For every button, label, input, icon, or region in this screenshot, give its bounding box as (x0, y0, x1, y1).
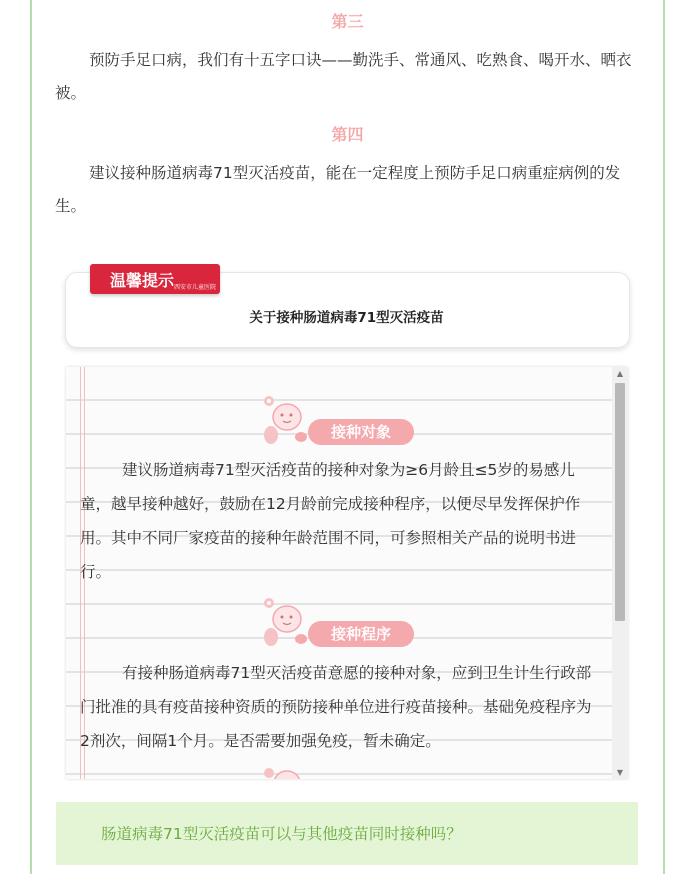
tip-badge-label: 温馨提示 (110, 271, 175, 290)
faq-question-text: 肠道病毒71型灭活疫苗可以与其他疫苗同时接种吗？ (101, 825, 462, 843)
section3-heading: 第三 (331, 12, 364, 31)
baby-mascot-icon (261, 595, 311, 649)
scroll-thumb[interactable] (615, 383, 625, 621)
baby-mascot-icon (261, 393, 311, 447)
section3-paragraph: 预防手足口病，我们有十五字口诀——勤洗手、常通风、吃熟食、喝开水、晒衣被。 (55, 51, 632, 102)
faq-question-box[interactable] (56, 802, 638, 865)
schedule-paragraph: 有接种肠道病毒71型灭活疫苗意愿的接种对象，应到卫生计生行政部门批准的具有疫苗接种资质的预防接种单位进行疫苗接种。基础免疫程序为2剂次，间隔1个月。是否需要加强免疫，暂未确定。 (80, 664, 592, 750)
section-label-schedule: 接种程序 (308, 621, 414, 647)
tip-badge-sublabel: 西安市儿童医院 (173, 284, 216, 291)
baby-mascot-icon (262, 765, 302, 779)
section4-heading: 第四 (331, 125, 364, 144)
scroll-down-arrow-icon[interactable]: ▼ (616, 768, 624, 777)
section4-paragraph: 建议接种肠道病毒71型灭活疫苗，能在一定程度上预防手足口病重症病例的发生。 (55, 164, 621, 215)
tip-title: 关于接种肠道病毒71型灭活疫苗 (249, 310, 444, 326)
scroll-up-arrow-icon[interactable]: ▲ (616, 369, 624, 378)
section-label-target: 接种对象 (308, 419, 414, 445)
section-badge-target (261, 415, 421, 441)
scrollbar[interactable] (612, 367, 628, 779)
notebook-scroll-panel[interactable] (66, 367, 628, 779)
section-badge-schedule (261, 617, 421, 643)
tip-badge (90, 264, 220, 294)
target-paragraph: 建议肠道病毒71型灭活疫苗的接种对象为≥6月龄且≤5岁的易感儿童，越早接种越好，鼓励在12月龄前完成接种程序，以便尽早发挥保护作用。其中不同厂家疫苗的接种年龄范围不同，可参照相关产品的说明书进行。 (80, 461, 581, 581)
